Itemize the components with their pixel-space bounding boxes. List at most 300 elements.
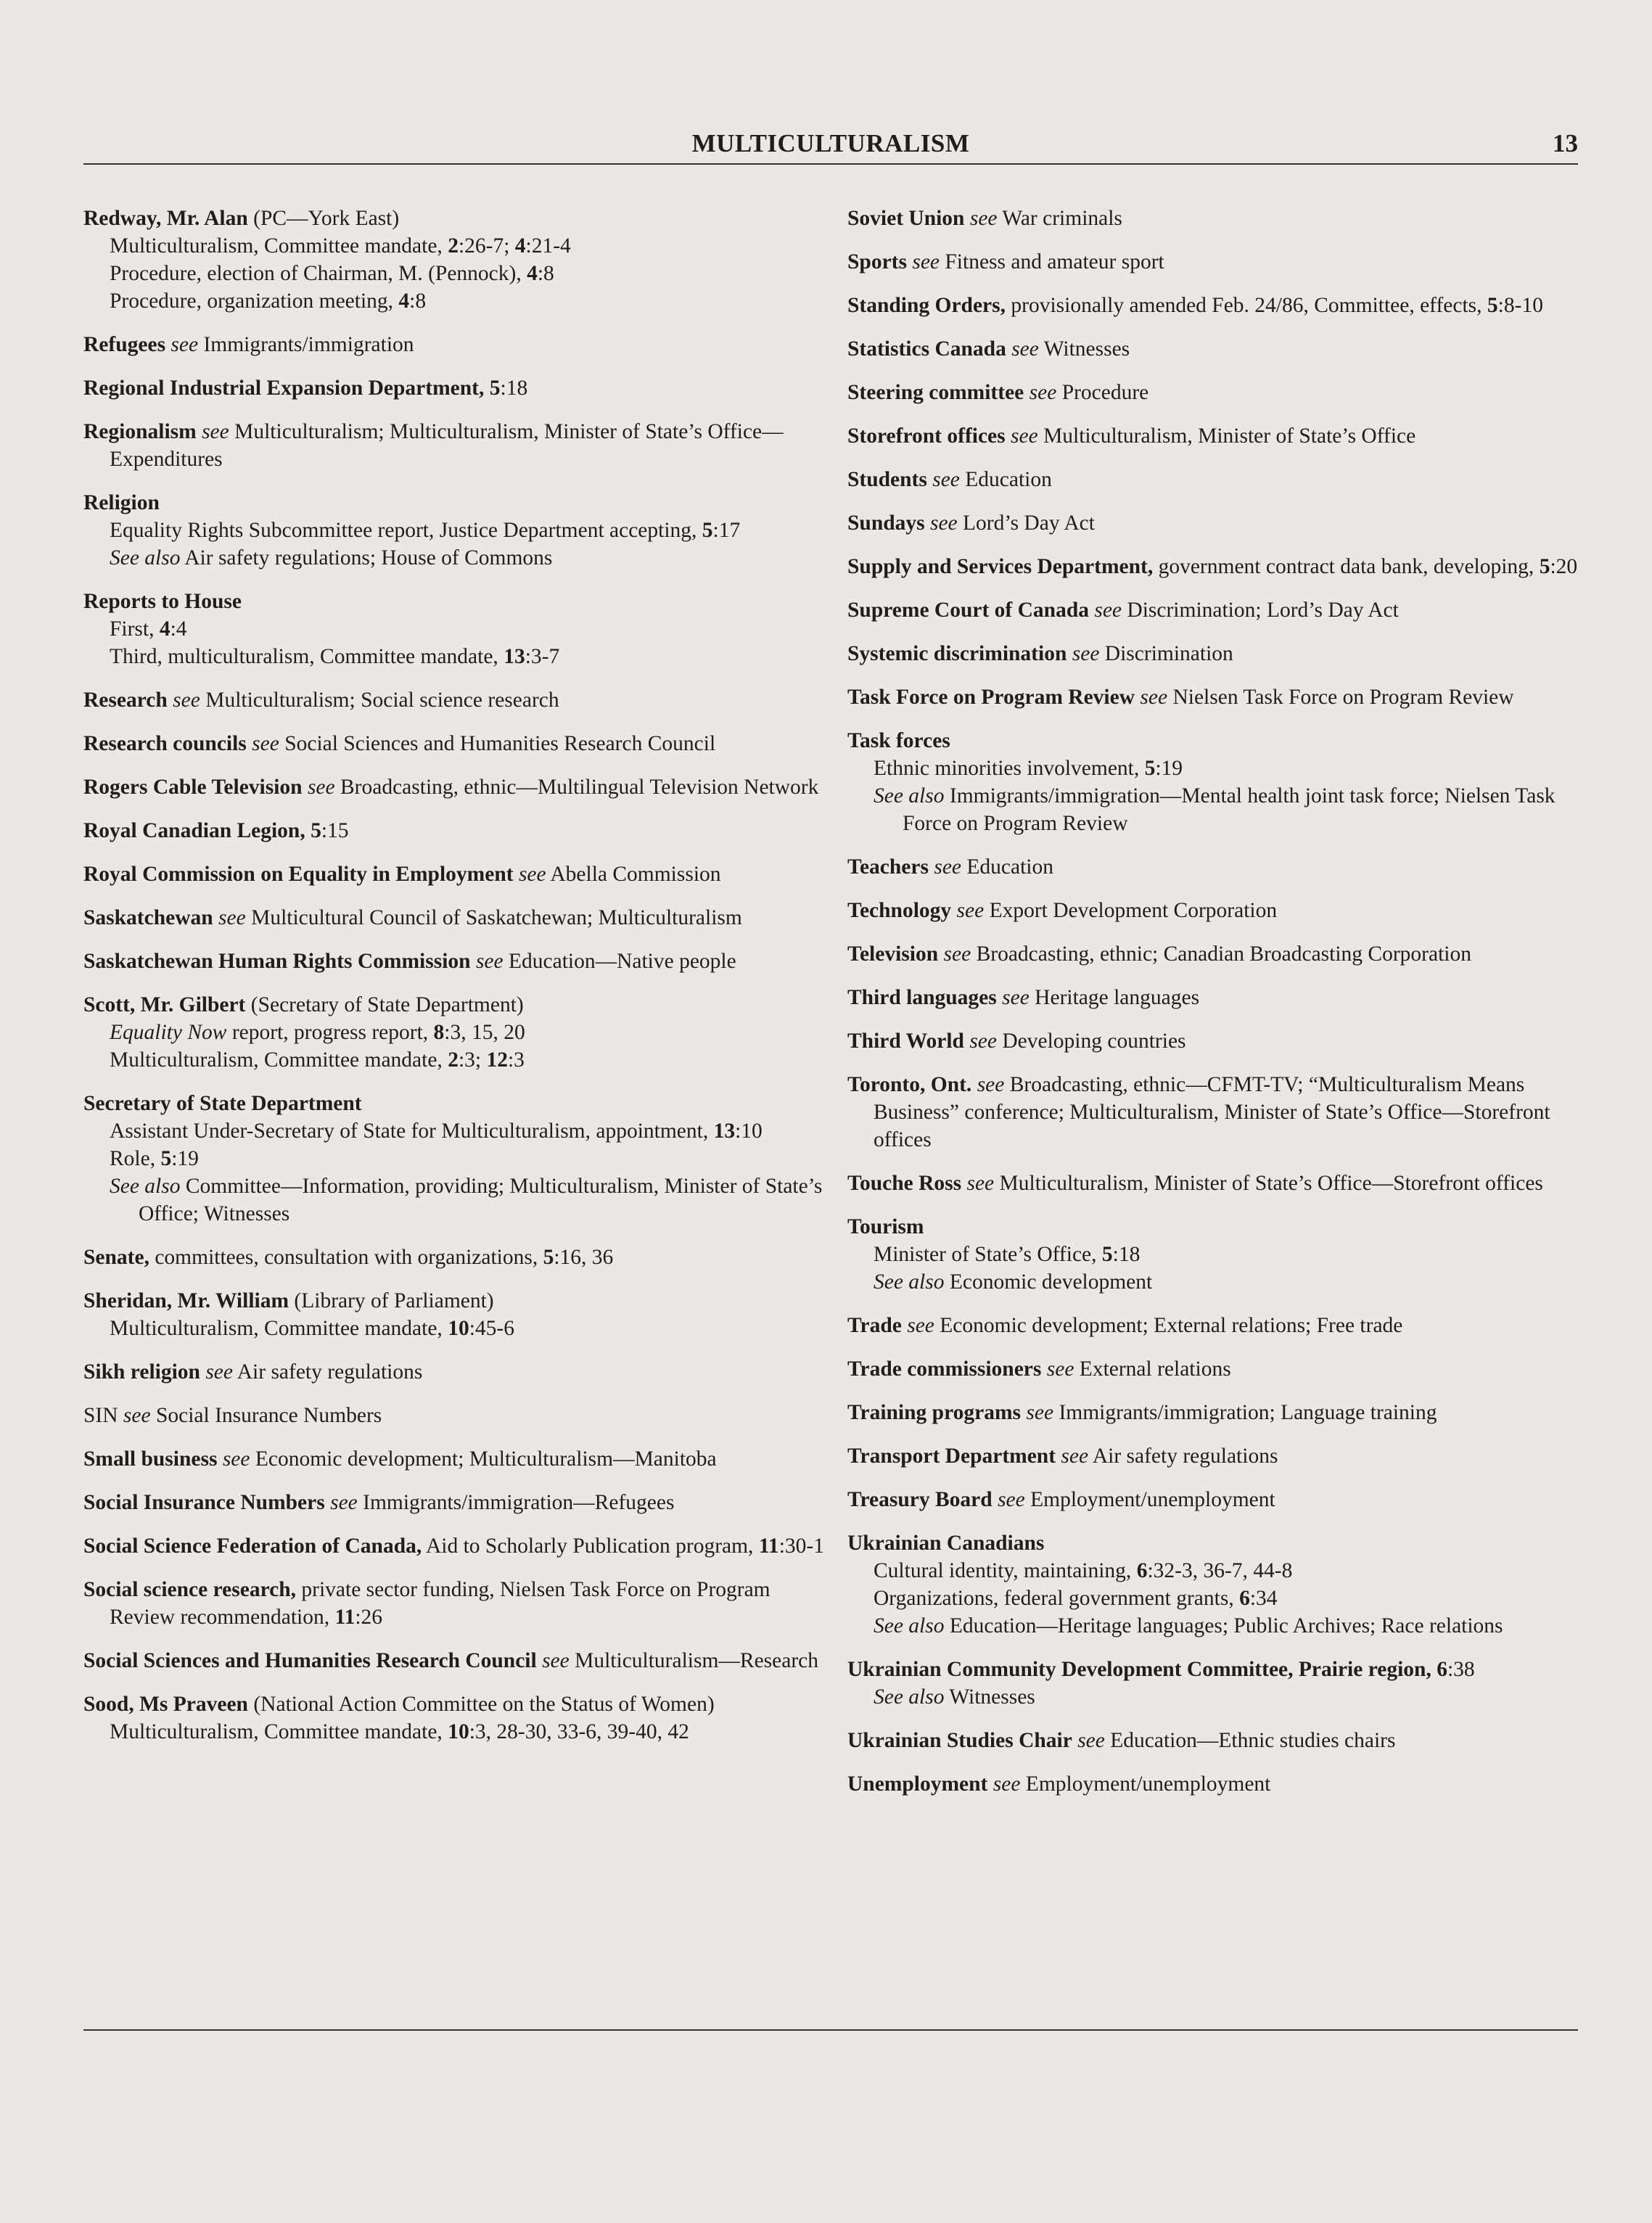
entry-text: :3-7	[525, 645, 560, 668]
entry-text: 8	[433, 1021, 445, 1044]
entry-text: see	[246, 732, 279, 755]
entry-text: See also	[874, 1270, 945, 1294]
entry-text: see	[987, 1772, 1021, 1796]
entry-text: Multiculturalism, Minister of State’s Office	[1037, 424, 1416, 448]
index-subentry	[83, 1718, 831, 1746]
entry-text: Immigrants/immigration—Refugees	[357, 1491, 675, 1514]
entry-text: Broadcasting, ethnic—CFMT-TV; “Multiculturalism Means Business” conference; Multiculturalism, Minister of State’s Office—Storefront offices	[874, 1073, 1550, 1151]
entry-text: Equality Now	[110, 1021, 227, 1044]
index-subentry	[83, 1315, 831, 1342]
index-heading	[847, 596, 1595, 624]
entry-text: Scott, Mr. Gilbert	[83, 993, 246, 1016]
index-heading	[83, 1090, 831, 1117]
entry-text: Education—Ethnic studies chairs	[1104, 1729, 1396, 1752]
index-entry	[847, 1027, 1595, 1055]
entry-text: Social science research,	[83, 1578, 297, 1601]
entry-text: Social Sciences and Humanities Research Council	[83, 1649, 537, 1672]
index-entry	[83, 1402, 831, 1429]
entry-text: Assistant Under-Secretary of State for Multiculturalism, appointment,	[110, 1119, 714, 1143]
index-heading	[83, 588, 831, 615]
index-entry	[83, 1244, 831, 1271]
entry-text: see	[165, 333, 199, 356]
entry-text: :18	[500, 377, 528, 400]
index-heading	[83, 1244, 831, 1271]
entry-text: See also	[110, 546, 181, 570]
entry-text: see	[1067, 642, 1100, 665]
entry-text: Cultural identity, maintaining,	[874, 1559, 1137, 1582]
entry-text: 5	[1487, 294, 1498, 317]
index-entry	[83, 331, 831, 358]
entry-text: Role,	[110, 1147, 161, 1170]
entry-text: :20	[1550, 555, 1578, 578]
entry-text: 13	[713, 1119, 736, 1143]
index-heading	[847, 422, 1595, 450]
entry-text: Equality Rights Subcommittee report, Justice Department accepting,	[110, 519, 702, 542]
entry-text: Small business	[83, 1447, 218, 1471]
index-entry	[847, 1529, 1595, 1640]
entry-text: Multiculturalism; Social science research	[200, 689, 559, 712]
index-subentry	[83, 517, 831, 544]
index-entry	[847, 379, 1595, 406]
entry-text: Immigrants/immigration—Mental health joint task force; Nielsen Task Force on Program Review	[903, 784, 1556, 835]
index-heading	[847, 553, 1595, 580]
entry-text: (National Action Committee on the Status of Women)	[247, 1693, 715, 1716]
entry-text: See also	[874, 1685, 945, 1709]
index-heading	[847, 984, 1595, 1011]
entry-text: :8	[537, 262, 554, 285]
index-entry	[847, 553, 1595, 580]
entry-text: Developing countries	[997, 1030, 1186, 1053]
entry-text: Economic development; Multiculturalism—Manitoba	[250, 1447, 717, 1471]
entry-text: Ethnic minorities involvement,	[874, 757, 1145, 780]
entry-text: Research councils	[83, 732, 247, 755]
entry-text: See also	[110, 1175, 181, 1198]
entry-text: see	[536, 1649, 570, 1672]
entry-text: :3;	[458, 1048, 487, 1072]
entry-text: provisionally amended Feb. 24/86, Committee, effects,	[1006, 294, 1487, 317]
index-entry	[847, 292, 1595, 319]
index-heading	[83, 1445, 831, 1473]
entry-text: Ukrainian Community Development Committee, Prairie region, 6	[847, 1658, 1447, 1681]
index-entry	[847, 1727, 1595, 1754]
entry-text: Discrimination; Lord’s Day Act	[1122, 599, 1399, 622]
entry-text: :3, 28-30, 33-6, 39-40, 42	[469, 1720, 689, 1743]
index-entry	[847, 509, 1595, 537]
page-header	[83, 129, 1578, 164]
entry-text: see	[470, 950, 504, 973]
entry-text: Research	[83, 689, 168, 712]
entry-text: 4	[398, 289, 410, 313]
index-entry	[83, 730, 831, 757]
entry-text: see	[901, 1314, 934, 1337]
entry-text: Immigrants/immigration; Language training	[1053, 1401, 1437, 1424]
entry-text: committees, consultation with organizations,	[149, 1246, 543, 1269]
index-entry	[847, 683, 1595, 711]
entry-text: Witnesses	[1038, 337, 1130, 361]
entry-text: Education—Native people	[503, 950, 736, 973]
index-entry	[83, 418, 831, 473]
right-index-column	[847, 205, 1595, 1814]
index-subentry	[847, 1241, 1595, 1268]
entry-text: Steering committee	[847, 381, 1024, 404]
entry-text: Trade commissioners	[847, 1357, 1042, 1381]
entry-text: Witnesses	[944, 1685, 1035, 1709]
entry-text: Saskatchewan Human Rights Commission	[83, 950, 471, 973]
entry-text: Regional Industrial Expansion Department, 5	[83, 377, 501, 400]
entry-text: Saskatchewan	[83, 906, 213, 929]
entry-text: Teachers	[847, 855, 929, 879]
index-entry	[83, 205, 831, 315]
entry-text: see	[1088, 599, 1122, 622]
entry-text: Social Insurance Numbers	[83, 1491, 325, 1514]
entry-text: 4	[527, 262, 538, 285]
entry-text: Economic development; External relations; Free trade	[934, 1314, 1403, 1337]
entry-text: see	[1072, 1729, 1105, 1752]
index-heading	[847, 1312, 1595, 1339]
entry-text: Transport Department	[847, 1445, 1056, 1468]
index-entry	[847, 1170, 1595, 1197]
index-entry	[83, 1445, 831, 1473]
entry-text: War criminals	[997, 207, 1122, 230]
entry-text: :21-4	[525, 234, 571, 258]
index-heading	[83, 1576, 831, 1631]
index-entry	[83, 1287, 831, 1342]
entry-text: see	[1006, 337, 1039, 361]
entry-text: :17	[712, 519, 741, 542]
entry-text: Task Force on Program Review	[847, 686, 1135, 709]
index-subentry	[83, 1019, 831, 1046]
entry-text: see	[906, 250, 940, 274]
entry-text: Employment/unemployment	[1020, 1772, 1271, 1796]
index-subentry	[847, 782, 1595, 837]
entry-text: Education	[961, 855, 1054, 879]
entry-text: Procedure, election of Chairman, M. (Pennock),	[110, 262, 527, 285]
entry-text: Rogers Cable Television	[83, 776, 303, 799]
entry-text: Task forces	[847, 729, 950, 752]
entry-text: see	[324, 1491, 358, 1514]
entry-text: see	[1021, 1401, 1054, 1424]
index-heading	[83, 773, 831, 801]
entry-text: Supply and Services Department,	[847, 555, 1154, 578]
index-heading	[83, 418, 831, 473]
index-heading	[847, 335, 1595, 363]
entry-text: Supreme Court of Canada	[847, 599, 1089, 622]
index-heading	[83, 860, 831, 888]
index-heading	[847, 683, 1595, 711]
entry-text: Discrimination	[1099, 642, 1233, 665]
entry-text: Air safety regulations; House of Commons	[180, 546, 553, 570]
entry-text: Soviet Union	[847, 207, 965, 230]
entry-text: :26	[355, 1606, 383, 1629]
index-subentry	[83, 615, 831, 643]
entry-text: Procedure, organization meeting,	[110, 289, 399, 313]
entry-text: Third languages	[847, 986, 997, 1009]
index-entry	[83, 860, 831, 888]
index-heading	[83, 1287, 831, 1315]
index-subentry	[83, 260, 831, 287]
entry-text: Aid to Scholarly Publication program,	[422, 1534, 759, 1558]
entry-text: Third, multiculturalism, Committee mandate,	[110, 645, 504, 668]
entry-text: :26-7;	[458, 234, 515, 258]
index-entry	[847, 640, 1595, 667]
index-entry	[847, 1071, 1595, 1154]
index-heading	[847, 292, 1595, 319]
entry-text: Multiculturalism, Committee mandate,	[110, 1048, 448, 1072]
entry-text: Third World	[847, 1030, 964, 1053]
index-entry	[847, 897, 1595, 924]
entry-text: Minister of State’s Office,	[874, 1243, 1102, 1266]
index-entry	[83, 948, 831, 975]
entry-text: :19	[1155, 757, 1183, 780]
index-heading	[847, 1399, 1595, 1426]
entry-text: Refugees	[83, 333, 166, 356]
index-heading	[847, 727, 1595, 755]
index-heading	[83, 948, 831, 975]
index-entry	[83, 1489, 831, 1516]
index-heading	[847, 1486, 1595, 1513]
entry-text: Technology	[847, 899, 952, 922]
index-heading	[83, 1647, 831, 1675]
entry-text: Export Development Corporation	[984, 899, 1278, 922]
index-heading	[847, 1442, 1595, 1470]
index-entry	[83, 1690, 831, 1746]
index-subentry	[847, 1612, 1595, 1640]
index-subentry	[847, 1585, 1595, 1612]
index-entry	[83, 489, 831, 572]
index-heading	[847, 1529, 1595, 1557]
entry-text: see	[924, 511, 958, 535]
entry-text: Reports to House	[83, 590, 242, 613]
entry-text: see	[118, 1404, 151, 1427]
entry-text: :30-1	[778, 1534, 824, 1558]
entry-text: see	[213, 906, 246, 929]
entry-text: Education	[959, 468, 1052, 491]
entry-text: see	[963, 1030, 997, 1053]
entry-text: see	[928, 855, 962, 879]
entry-text: Touche Ross	[847, 1172, 962, 1195]
index-heading	[847, 1355, 1595, 1383]
left-index-column	[83, 205, 831, 1762]
index-subentry	[847, 1268, 1595, 1296]
index-entry	[847, 248, 1595, 276]
entry-text: Regionalism	[83, 420, 197, 443]
index-entry	[83, 1576, 831, 1631]
entry-text: Air safety regulations	[1088, 1445, 1278, 1468]
entry-text: :38	[1447, 1658, 1475, 1681]
index-entry	[847, 1486, 1595, 1513]
entry-text: Tourism	[847, 1215, 924, 1238]
index-entry	[83, 904, 831, 932]
index-heading	[847, 640, 1595, 667]
index-heading	[83, 205, 831, 232]
index-entry	[847, 1312, 1595, 1339]
entry-text: Social Sciences and Humanities Research Council	[279, 732, 716, 755]
entry-text: see	[1135, 686, 1168, 709]
entry-text: Senate,	[83, 1246, 149, 1269]
entry-text: :15	[321, 819, 349, 842]
index-entry	[847, 853, 1595, 881]
entry-text: Nielsen Task Force on Program Review	[1167, 686, 1514, 709]
entry-text: see	[971, 1073, 1005, 1096]
entry-text: see	[1005, 424, 1038, 448]
index-entry	[847, 466, 1595, 493]
entry-text: Organizations, federal government grants,	[874, 1587, 1240, 1610]
entry-text: see	[1024, 381, 1057, 404]
entry-text: First,	[110, 617, 160, 641]
entry-text: Sports	[847, 250, 907, 274]
entry-text: government contract data bank, developing,	[1153, 555, 1540, 578]
index-entry	[83, 817, 831, 845]
index-heading	[847, 897, 1595, 924]
entry-text: 5	[1539, 555, 1550, 578]
entry-text: 6	[1136, 1559, 1148, 1582]
entry-text: SIN	[83, 1404, 118, 1427]
entry-text: :45-6	[469, 1317, 514, 1340]
entry-text: see	[1056, 1445, 1089, 1468]
index-heading	[83, 686, 831, 714]
entry-text: see	[961, 1172, 995, 1195]
entry-text: Standing Orders,	[847, 294, 1006, 317]
entry-text: Ukrainian Studies Chair	[847, 1729, 1072, 1752]
index-heading	[83, 1690, 831, 1718]
entry-text: Abella Commission	[546, 863, 721, 886]
index-heading	[847, 379, 1595, 406]
entry-text: 11	[334, 1606, 356, 1629]
index-entry	[847, 422, 1595, 450]
index-subentry	[83, 1172, 831, 1228]
entry-text: :8-10	[1497, 294, 1543, 317]
entry-text: 5	[1101, 1243, 1113, 1266]
entry-text: Multiculturalism, Minister of State’s Office—Storefront offices	[994, 1172, 1543, 1195]
index-entry	[847, 727, 1595, 837]
entry-text: Lord’s Day Act	[957, 511, 1095, 535]
index-heading	[83, 489, 831, 517]
entry-text: 12	[486, 1048, 508, 1072]
entry-text: 5	[1144, 757, 1156, 780]
entry-text: 4	[514, 234, 526, 258]
entry-text: :34	[1249, 1587, 1278, 1610]
entry-text: (Secretary of State Department)	[245, 993, 524, 1016]
entry-text: Air safety regulations	[233, 1360, 423, 1384]
entry-text: see	[217, 1447, 250, 1471]
entry-text: 5	[543, 1246, 554, 1269]
entry-text: Fitness and amateur sport	[940, 250, 1164, 274]
entry-text: see	[200, 1360, 233, 1384]
entry-text: Sood, Ms Praveen	[83, 1693, 248, 1716]
index-heading	[847, 466, 1595, 493]
index-entry	[847, 1656, 1595, 1711]
entry-text: :19	[171, 1147, 199, 1170]
index-entry	[83, 1647, 831, 1675]
index-heading	[847, 205, 1595, 232]
index-entry	[83, 991, 831, 1074]
entry-text: 4	[159, 617, 170, 641]
index-entry	[83, 773, 831, 801]
index-heading	[83, 1402, 831, 1429]
index-entry	[83, 686, 831, 714]
index-heading	[83, 991, 831, 1019]
entry-text: (Library of Parliament)	[289, 1289, 494, 1312]
index-heading	[847, 509, 1595, 537]
index-subentry	[83, 232, 831, 260]
entry-text: Social Insurance Numbers	[150, 1404, 382, 1427]
index-subentry	[83, 544, 831, 572]
index-subentry	[83, 287, 831, 315]
entry-text: :10	[735, 1119, 763, 1143]
index-heading	[847, 853, 1595, 881]
header-rule	[83, 163, 1578, 165]
entry-text: Multiculturalism, Committee mandate,	[110, 1720, 448, 1743]
entry-text: see	[992, 1488, 1025, 1511]
entry-text: Broadcasting, ethnic—Multilingual Television Network	[334, 776, 819, 799]
entry-text: :3, 15, 20	[444, 1021, 525, 1044]
entry-text: Religion	[83, 491, 160, 514]
entry-text: :16, 36	[554, 1246, 614, 1269]
entry-text: see	[938, 942, 971, 966]
entry-text: :18	[1112, 1243, 1141, 1266]
index-subentry	[83, 1145, 831, 1172]
entry-text: see	[996, 986, 1030, 1009]
index-heading	[847, 1727, 1595, 1754]
entry-text: External relations	[1074, 1357, 1231, 1381]
entry-text: Television	[847, 942, 939, 966]
index-entry	[83, 1358, 831, 1386]
entry-text: :4	[170, 617, 187, 641]
footer-rule	[83, 2029, 1578, 2031]
index-entry	[847, 1355, 1595, 1383]
entry-text: 10	[448, 1720, 469, 1743]
index-entry	[83, 1532, 831, 1560]
entry-text: see	[926, 468, 960, 491]
index-heading	[83, 730, 831, 757]
entry-text: Statistics Canada	[847, 337, 1006, 361]
index-heading	[847, 1027, 1595, 1055]
entry-text: see	[167, 689, 200, 712]
index-heading	[83, 331, 831, 358]
index-heading	[847, 1071, 1595, 1154]
index-heading	[847, 248, 1595, 276]
index-entry	[847, 1442, 1595, 1470]
index-heading	[83, 374, 831, 402]
entry-text: 10	[448, 1317, 469, 1340]
index-heading	[83, 1358, 831, 1386]
index-entry	[847, 205, 1595, 232]
entry-text: Committee—Information, providing; Multiculturalism, Minister of State’s Office; Witnesses	[139, 1175, 823, 1225]
entry-text: Royal Commission on Equality in Employment	[83, 863, 514, 886]
index-entry	[83, 374, 831, 402]
entry-text: 13	[504, 645, 525, 668]
entry-text: 5	[160, 1147, 172, 1170]
page-number: 13	[1553, 129, 1578, 157]
entry-text: see	[964, 207, 998, 230]
index-subentry	[83, 1046, 831, 1074]
entry-text: Multiculturalism; Multiculturalism, Minister of State’s Office—Expenditures	[110, 420, 784, 471]
entry-text: see	[951, 899, 985, 922]
index-subentry	[83, 1117, 831, 1145]
entry-text: Storefront offices	[847, 424, 1006, 448]
index-entry	[83, 588, 831, 670]
index-entry	[847, 940, 1595, 968]
entry-text: Students	[847, 468, 927, 491]
entry-text: See also	[874, 784, 945, 808]
entry-text: Royal Canadian Legion, 5	[83, 819, 321, 842]
entry-text: :3	[507, 1048, 525, 1072]
index-entry	[847, 1770, 1595, 1798]
index-entry	[847, 1399, 1595, 1426]
entry-text: see	[302, 776, 335, 799]
entry-text: Systemic discrimination	[847, 642, 1067, 665]
page-title: MULTICULTURALISM	[691, 129, 970, 157]
